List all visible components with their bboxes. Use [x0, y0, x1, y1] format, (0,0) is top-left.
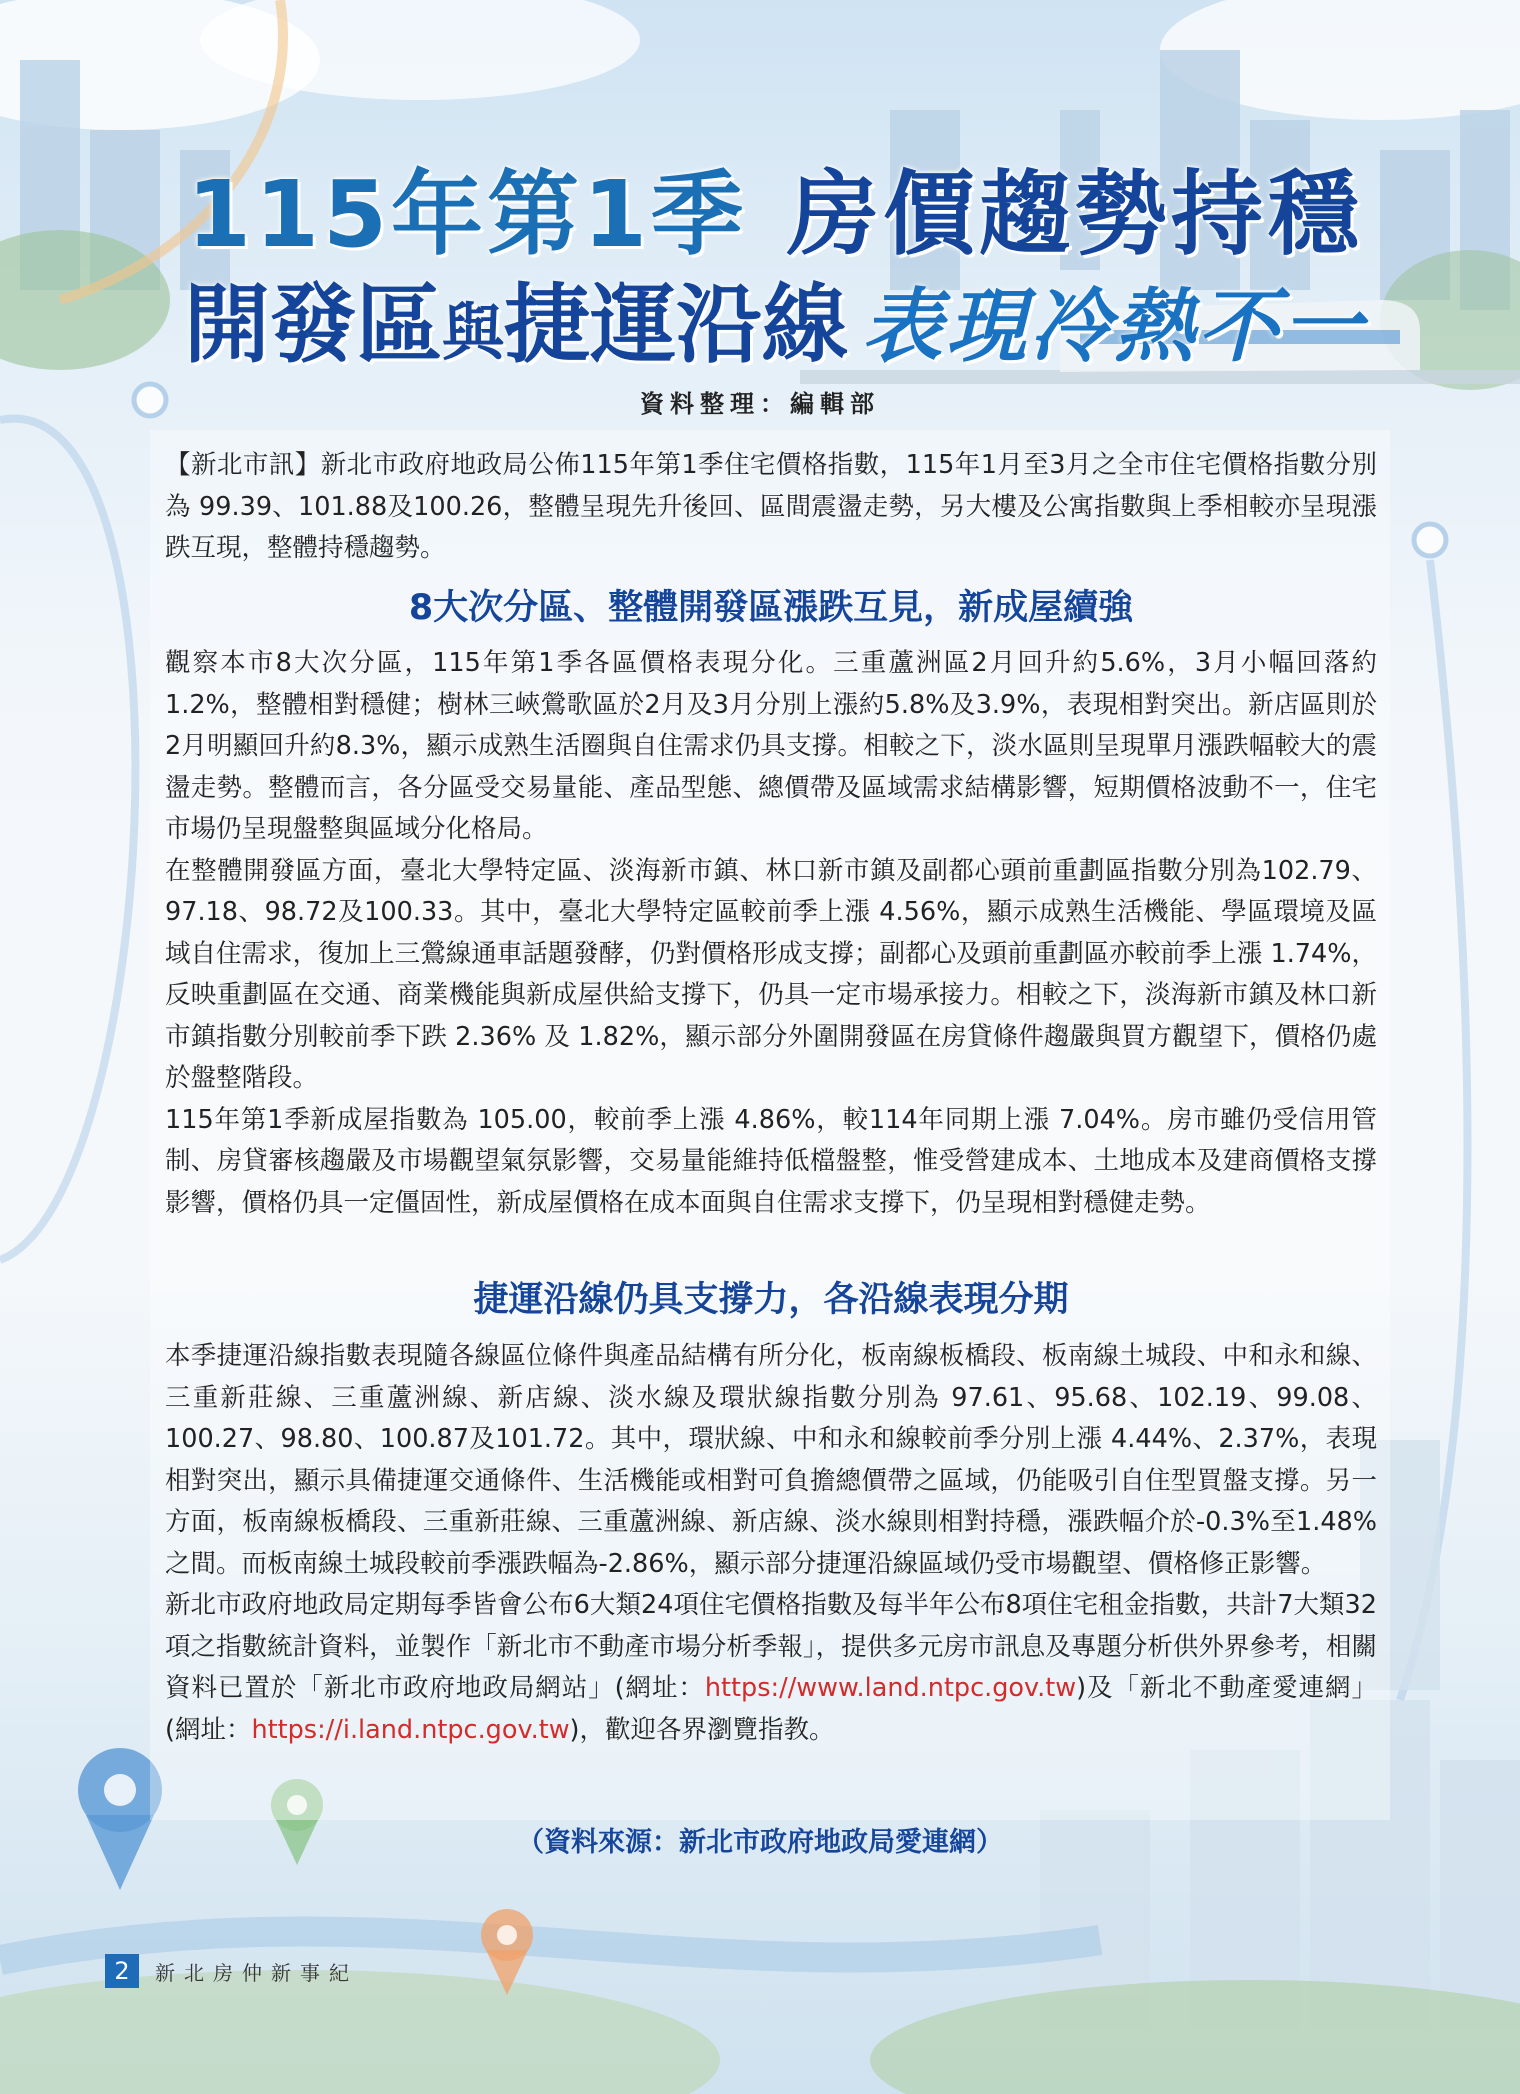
- headline-quarter: 115年第1季: [186, 161, 748, 268]
- section2-paragraph-1: 本季捷運沿線指數表現隨各線區位條件與產品結構有所分化，板南線板橋段、板南線土城段、中和永和線、三重新莊線、三重蘆洲線、新店線、淡水線及環狀線指數分別為 97.61、95.68、102.19、99.08、100.27、98.80、100.87及101.72。其中，環狀線、中和永和線較前季分別上漲 4.44%、2.37%，表現相對突出，顯示具備捷運交通條件、生活機能或相對可負擔總價帶之區域，仍能吸引自住型買盤支撐。另一方面，板南線板橋段、三重新莊線、三重蘆洲線、新店線、淡水線則相對持穩，漲跌幅介於-0.3%至1.48%之間。而板南線土城段較前季漲跌幅為-2.86%，顯示部分捷運沿線區域仍受市場觀望、價格修正影響。: [165, 1341, 1377, 1579]
- section1-body: [165, 643, 1377, 1224]
- page-footer: [105, 1953, 358, 1989]
- headline-mrt: 捷運沿線: [504, 275, 848, 375]
- publication-name: 新北房仲新事紀: [155, 1960, 358, 1985]
- section1-paragraph-2: 在整體開發區方面，臺北大學特定區、淡海新市鎮、林口新市鎮及副都心頭前重劃區指數分別為102.79、97.18、98.72及100.33。其中，臺北大學特定區較前季上漲 4.56%，顯示成熟生活機能、學區環境及區域自住需求，復加上三鶯線通車話題發酵，仍對價格形成支撐；副都心及頭前重劃區亦較前季上漲 1.74%，反映重劃區在交通、商業機能與新成屋供給支撐下，仍具一定市場承接力。相較之下，淡海新市鎮及林口新市鎮指數分別較前季下跌 2.36% 及 1.82%，顯示部分外圍開發區在房貸條件趨嚴與買方觀望下，價格仍處於盤整階段。: [165, 855, 1377, 1093]
- page-number: 2: [105, 1954, 139, 1988]
- section2-body: [165, 1336, 1377, 1751]
- source-note: （資料來源：新北市政府地政局愛連網）: [517, 1827, 1003, 1858]
- headline-line2: [170, 270, 1380, 388]
- section2-paragraph-2: 新北市政府地政局定期每季皆會公布6大類24項住宅價格指數及每半年公布8項住宅租金指數，共計7大類32項之指數統計資料，並製作「新北市不動產市場分析季報」，提供多元房市訊息及專題分析供外界參考，相關資料已置於「新北市政府地政局網站」(網址：https://www.land.ntpc.gov.tw)及「新北不動產愛連網」(網址：https://i.land.ntpc.gov.tw)，歡迎各界瀏覽指教。: [165, 1590, 1377, 1745]
- section1-paragraph-3: 115年第1季新成屋指數為 105.00，較前季上漲 4.86%，較114年同期上漲 7.04%。房市雖仍受信用管制、房貸審核趨嚴及市場觀望氣氛影響，交易量能維持低檔盤整，惟受營建成本、土地成本及建商價格支撐影響，價格仍具一定僵固性，新成屋價格在成本面與自住需求支撐下，仍呈現相對穩健走勢。: [165, 1104, 1377, 1218]
- intro-paragraph: 【新北市訊】新北市政府地政局公佈115年第1季住宅價格指數，115年1月至3月之全市住宅價格指數分別為 99.39、101.88及100.26，整體呈現先升後回、區間震盪走勢，另大樓及公寓指數與上季相較亦呈現漲跌互現，整體持穩趨勢。: [165, 450, 1377, 563]
- byline: 資料整理：編輯部: [640, 390, 880, 418]
- headline-and: 與: [441, 296, 504, 369]
- headline-dev-zone: 開發區: [183, 275, 442, 375]
- land-bureau-link[interactable]: https://www.land.ntpc.gov.tw: [704, 1673, 1077, 1703]
- headline-line1: [170, 160, 1380, 270]
- section1-paragraph-1: 觀察本市8大次分區，115年第1季各區價格表現分化。三重蘆洲區2月回升約5.6%，3月小幅回落約1.2%，整體相對穩健；樹林三峽鶯歌區於2月及3月分別上漲約5.8%及3.9%，表現相對突出。新店區則於2月明顯回升約8.3%，顯示成熟生活圈與自住需求仍具支撐。相較之下，淡水區則呈現單月漲跌幅較大的震盪走勢。整體而言，各分區受交易量能、產品型態、總價帶及區域需求結構影響，短期價格波動不一，住宅市場仍呈現盤整與區域分化格局。: [165, 648, 1377, 844]
- section2-heading: 捷運沿線仍具支撐力，各沿線表現分期: [473, 1280, 1069, 1320]
- i-land-link[interactable]: https://i.land.ntpc.gov.tw: [251, 1714, 570, 1745]
- headline-trend: 房價趨勢持穩: [787, 161, 1364, 268]
- headline-script: 表現冷熱不一: [862, 279, 1366, 373]
- section1-heading: 8大次分區、整體開發區漲跌互見，新成屋續強: [408, 588, 1134, 628]
